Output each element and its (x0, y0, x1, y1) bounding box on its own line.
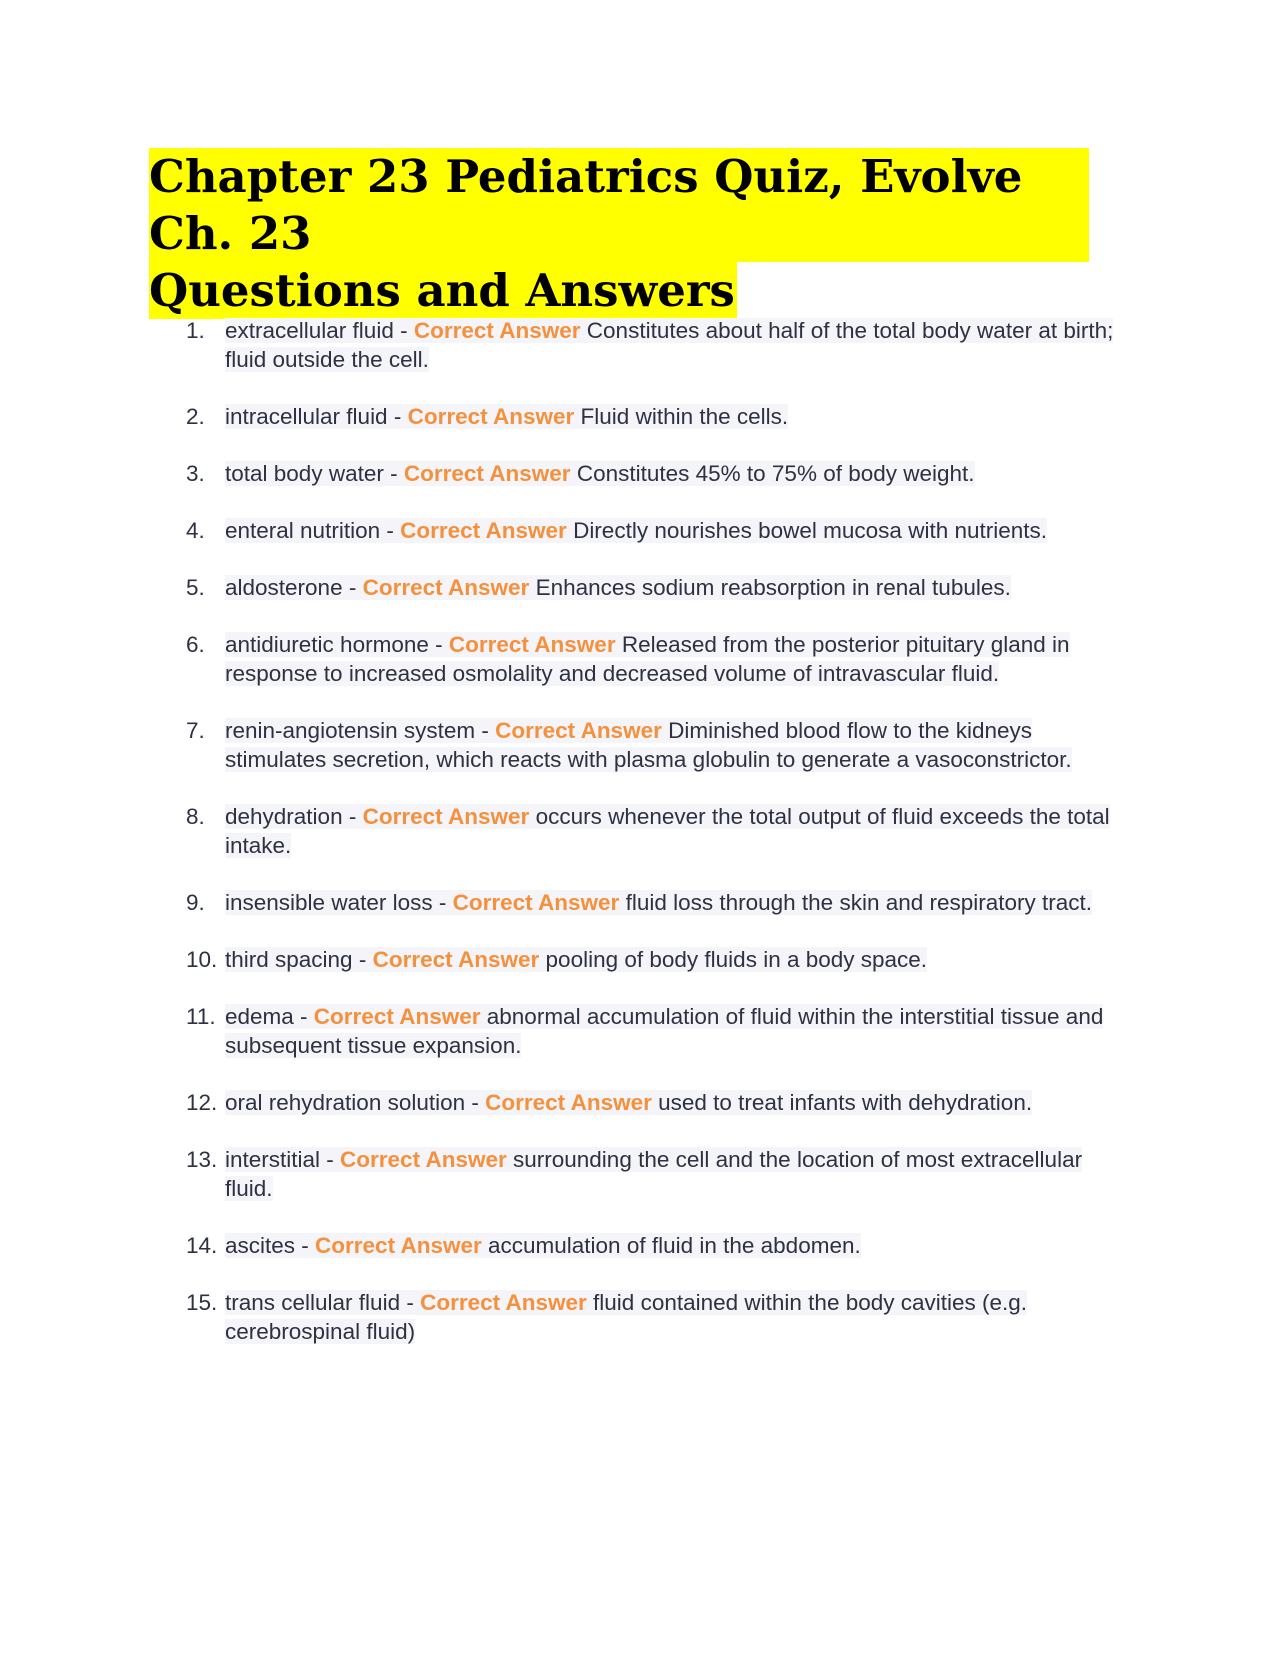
item-text (225, 1290, 1027, 1344)
item-definition: Constitutes about half of the total body water at birth; fluid outside the cell. (225, 318, 1114, 372)
item-text (225, 1004, 1103, 1058)
item-number: 11. (186, 1004, 216, 1029)
correct-answer-label: Correct Answer (495, 718, 662, 743)
item-number: 10. (186, 947, 218, 972)
item-text (225, 1233, 861, 1258)
correct-answer-label: Correct Answer (403, 461, 571, 486)
item-term: aldosterone - (225, 575, 363, 600)
item-number: 9. (186, 890, 205, 915)
question-answer-list (0, 316, 1280, 1374)
item-term: third spacing - (225, 947, 373, 972)
item-number: 6. (186, 632, 205, 657)
item-text (225, 890, 1092, 915)
document-title (149, 148, 1089, 319)
item-definition: pooling of body fluids in a body space. (539, 947, 928, 972)
correct-answer-label: Correct Answer (362, 804, 530, 829)
qa-item (0, 1288, 1125, 1346)
item-definition: Released from the posterior pituitary gland in response to increased osmolality and decreased volume of intravascular fluid. (225, 632, 1070, 686)
qa-item (0, 1145, 1125, 1203)
correct-answer-label: Correct Answer (485, 1090, 652, 1115)
item-definition: used to treat infants with dehydration. (651, 1090, 1033, 1115)
correct-answer-label: Correct Answer (400, 518, 567, 543)
item-number: 12. (186, 1090, 218, 1115)
item-term: dehydration - (225, 804, 363, 829)
correct-answer-label: Correct Answer (452, 890, 620, 915)
item-term: ascites - (225, 1233, 316, 1258)
item-term: renin-angiotensin system - (225, 718, 496, 743)
correct-answer-label: Correct Answer (448, 632, 616, 657)
qa-item (0, 716, 1125, 774)
item-term: interstitial - (225, 1147, 341, 1172)
item-text (225, 632, 1070, 686)
qa-item (0, 1231, 1125, 1260)
item-definition: Enhances sodium reabsorption in renal tubules. (529, 575, 1011, 600)
qa-item (0, 516, 1125, 545)
item-term: intracellular fluid - (225, 404, 408, 429)
correct-answer-label: Correct Answer (413, 318, 581, 343)
item-number: 4. (186, 518, 205, 543)
item-definition: fluid loss through the skin and respiratory tract. (619, 890, 1093, 915)
item-text (225, 461, 975, 486)
item-term: trans cellular fluid - (225, 1290, 421, 1315)
item-text (225, 575, 1011, 600)
correct-answer-label: Correct Answer (372, 947, 540, 972)
qa-item (0, 802, 1125, 860)
item-number: 14. (186, 1233, 218, 1258)
item-term: extracellular fluid - (225, 318, 414, 343)
item-number: 8. (186, 804, 205, 829)
item-definition: Directly nourishes bowel mucosa with nutrients. (566, 518, 1048, 543)
item-text (225, 947, 927, 972)
qa-item (0, 402, 1125, 431)
qa-item (0, 630, 1125, 688)
item-definition: surrounding the cell and the location of most extracellular fluid. (225, 1147, 1083, 1201)
item-term: antidiuretic hormone - (225, 632, 449, 657)
item-number: 1. (186, 318, 205, 343)
item-text (225, 318, 1113, 372)
item-text (225, 1147, 1082, 1201)
item-number: 3. (186, 461, 205, 486)
qa-item (0, 1002, 1125, 1060)
correct-answer-label: Correct Answer (407, 404, 575, 429)
item-definition: Diminished blood flow to the kidneys stimulates secretion, which reacts with plasma globulin to generate a vasoconstrictor. (225, 718, 1072, 772)
qa-item (0, 459, 1125, 488)
item-number: 13. (186, 1147, 218, 1172)
item-text (225, 518, 1047, 543)
correct-answer-label: Correct Answer (420, 1290, 587, 1315)
qa-item (0, 573, 1125, 602)
qa-item (0, 316, 1125, 374)
item-term: insensible water loss - (225, 890, 453, 915)
correct-answer-label: Correct Answer (315, 1233, 482, 1258)
item-definition: occurs whenever the total output of fluid exceeds the total intake. (225, 804, 1110, 858)
item-term: enteral nutrition - (225, 518, 401, 543)
item-definition: fluid contained within the body cavities (e.g. cerebrospinal fluid) (225, 1290, 1028, 1344)
correct-answer-label: Correct Answer (362, 575, 530, 600)
qa-item (0, 1088, 1125, 1117)
item-number: 15. (186, 1290, 218, 1315)
item-text (225, 404, 788, 429)
item-text (225, 1090, 1032, 1115)
item-number: 2. (186, 404, 205, 429)
title-line-2: Questions and Answers (149, 264, 735, 317)
item-definition: abnormal accumulation of fluid within the interstitial tissue and subsequent tissue expansion. (225, 1004, 1104, 1058)
item-text (225, 718, 1072, 772)
correct-answer-label: Correct Answer (313, 1004, 481, 1029)
item-definition: Constitutes 45% to 75% of body weight. (570, 461, 975, 486)
correct-answer-label: Correct Answer (340, 1147, 507, 1172)
item-term: oral rehydration solution - (225, 1090, 486, 1115)
qa-item (0, 888, 1125, 917)
item-term: edema - (225, 1004, 314, 1029)
item-text (225, 804, 1110, 858)
qa-item (0, 945, 1125, 974)
item-term: total body water - (225, 461, 404, 486)
item-number: 5. (186, 575, 205, 600)
item-definition: accumulation of fluid in the abdomen. (481, 1233, 861, 1258)
item-definition: Fluid within the cells. (574, 404, 789, 429)
title-line-1: Chapter 23 Pediatrics Quiz, Evolve Ch. 23 (149, 148, 1089, 262)
item-number: 7. (186, 718, 205, 743)
